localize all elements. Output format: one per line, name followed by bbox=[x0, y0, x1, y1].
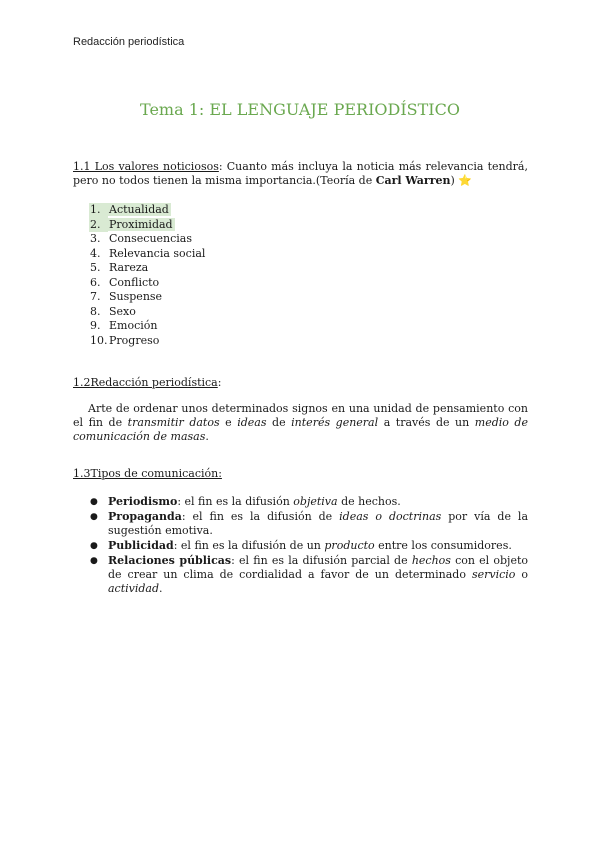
valores-close: ) bbox=[450, 174, 459, 187]
redaccion-colon: : bbox=[217, 376, 222, 389]
list-item bbox=[90, 495, 528, 509]
list-item bbox=[90, 218, 207, 233]
list-label: Actualidad bbox=[109, 203, 169, 216]
tipo-italic: actividad bbox=[108, 582, 160, 595]
section-redaccion-body bbox=[73, 402, 528, 444]
list-label: Rareza bbox=[109, 261, 149, 274]
list-label: Suspense bbox=[109, 290, 163, 303]
author-name: Carl Warren bbox=[375, 174, 451, 187]
tipo-italic: objetiva bbox=[293, 495, 338, 508]
list-label: Relevancia social bbox=[109, 246, 206, 260]
tipo-text: de hechos. bbox=[337, 495, 401, 508]
section-valores bbox=[73, 160, 528, 188]
page-header: Redacción periodística bbox=[73, 36, 185, 48]
tipo-text: : el fin es la difusión bbox=[177, 495, 294, 508]
tipo-term: Propaganda bbox=[108, 510, 182, 523]
list-number: 4. bbox=[90, 246, 101, 260]
list-number: 9. bbox=[90, 319, 101, 332]
list-item bbox=[90, 305, 207, 320]
list-item bbox=[90, 510, 528, 538]
list-label: Emoción bbox=[109, 319, 158, 332]
tipo-term: Publicidad bbox=[108, 539, 174, 552]
redaccion-italic: transmitir datos bbox=[127, 416, 220, 429]
list-number: 2. bbox=[89, 218, 108, 233]
list-label: Consecuencias bbox=[109, 232, 192, 245]
redaccion-text: . bbox=[205, 430, 209, 443]
tipos-list bbox=[90, 495, 528, 597]
tipo-italic: ideas o doctrinas bbox=[339, 510, 442, 523]
page-title: Tema 1: EL LENGUAJE PERIODÍSTICO bbox=[140, 100, 460, 119]
bullet-icon: ● bbox=[90, 556, 98, 566]
tipo-text: o bbox=[515, 568, 529, 581]
list-number: 7. bbox=[90, 290, 101, 303]
tipo-italic: servicio bbox=[471, 568, 516, 581]
tipo-term: Periodismo bbox=[108, 495, 178, 508]
redaccion-text: Arte de ordenar unos determinados signos en una unidad de pensamiento con el fin de bbox=[73, 402, 528, 429]
redaccion-italic: ideas bbox=[237, 416, 267, 429]
tipo-text: : el fin es la difusión de bbox=[181, 510, 340, 523]
list-number: 1. bbox=[89, 203, 108, 218]
bullet-icon: ● bbox=[90, 512, 98, 522]
redaccion-heading: 1.2Redacción periodística bbox=[73, 376, 218, 389]
list-label: Proximidad bbox=[109, 217, 173, 231]
valores-text: : Cuanto más incluya la noticia más relevancia tendrá, pero no todos tienen la misma importancia.(Teoría de bbox=[73, 160, 528, 187]
list-number: 10. bbox=[90, 333, 108, 347]
tipo-text: . bbox=[159, 582, 163, 595]
list-label: Sexo bbox=[109, 304, 136, 318]
list-item bbox=[90, 247, 207, 262]
tipo-term: Relaciones públicas bbox=[108, 554, 232, 567]
star-icon: ⭐ bbox=[458, 174, 473, 187]
list-item bbox=[90, 319, 207, 334]
tipo-text: por vía de la sugestión emotiva. bbox=[108, 510, 529, 537]
tipo-text: : el fin es la difusión parcial de bbox=[231, 554, 412, 567]
list-item bbox=[90, 334, 207, 349]
bullet-icon: ● bbox=[90, 497, 98, 507]
tipo-italic: hechos bbox=[411, 554, 451, 567]
list-number: 6. bbox=[90, 275, 101, 289]
list-number: 5. bbox=[90, 261, 101, 274]
redaccion-paragraph bbox=[73, 402, 528, 444]
redaccion-text: e bbox=[219, 416, 238, 429]
tipo-text: con el objeto de crear un clima de cordialidad a favor de un determinado bbox=[108, 554, 529, 581]
list-item bbox=[90, 276, 207, 291]
tipo-italic: producto bbox=[324, 539, 375, 552]
tipos-heading-line bbox=[73, 467, 528, 481]
redaccion-italic: interés general bbox=[291, 416, 379, 429]
redaccion-heading-line bbox=[73, 376, 528, 390]
section-tipos bbox=[73, 467, 528, 481]
tipo-text: entre los consumidores. bbox=[374, 539, 512, 552]
valores-heading: 1.1 Los valores noticiosos bbox=[73, 160, 219, 173]
valores-list bbox=[90, 203, 207, 348]
list-item bbox=[90, 554, 528, 596]
tipos-heading: 1.3Tipos de comunicación: bbox=[73, 467, 222, 480]
valores-paragraph bbox=[73, 160, 528, 188]
redaccion-text: de bbox=[266, 416, 292, 429]
list-label: Progreso bbox=[109, 333, 160, 347]
list-item bbox=[90, 290, 207, 305]
tipo-text: : el fin es la difusión de un bbox=[173, 539, 325, 552]
list-item bbox=[90, 203, 207, 218]
redaccion-text: a través de un bbox=[378, 416, 475, 429]
section-redaccion bbox=[73, 376, 528, 390]
redaccion-italic: medio de comunicación de masas bbox=[73, 416, 528, 443]
list-item bbox=[90, 539, 528, 553]
list-number: 8. bbox=[90, 304, 101, 318]
list-item bbox=[90, 261, 207, 276]
bullet-icon: ● bbox=[90, 541, 98, 551]
list-item bbox=[90, 232, 207, 247]
list-label: Conflicto bbox=[109, 275, 160, 289]
list-number: 3. bbox=[90, 232, 101, 245]
